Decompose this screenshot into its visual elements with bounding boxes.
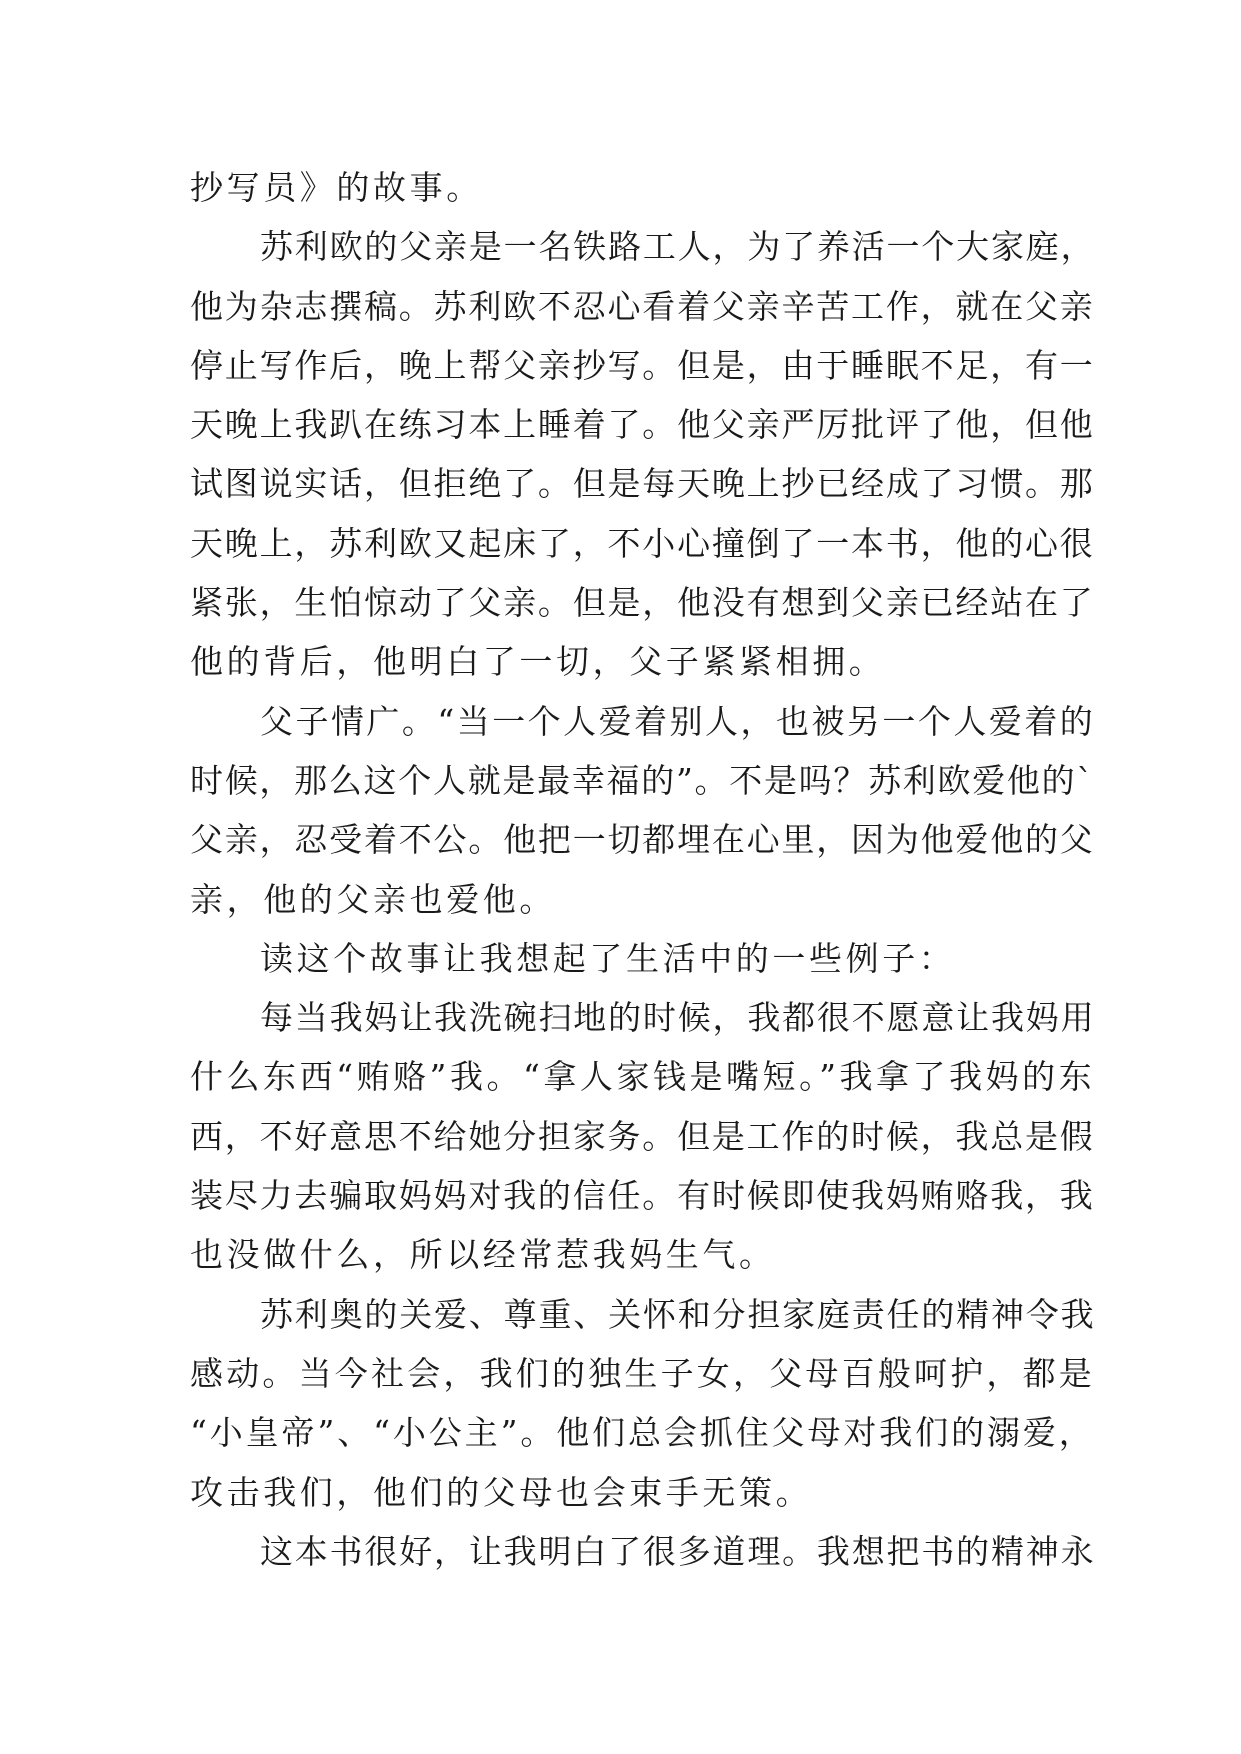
text-line: 天晚上我趴在练习本上睡着了。他父亲严厉批评了他，但他	[190, 405, 1095, 445]
text-line: 亲，他的父亲也爱他。	[190, 879, 556, 919]
text-line: 也没做什么，所以经常惹我妈生气。	[190, 1235, 776, 1275]
text-line: 天晚上，苏利欧又起床了，不小心撞倒了一本书，他的心很	[190, 523, 1095, 563]
text-line: 抄写员》的故事。	[190, 168, 483, 207]
text-line: 这本书很好，让我明白了很多道理。我想把书的精神永	[260, 1531, 1096, 1571]
text-line: 他为杂志撰稿。苏利欧不忍心看着父亲辛苦工作，就在父亲	[190, 286, 1095, 326]
text-line: 西，不好意思不给她分担家务。但是工作的时候，我总是假	[190, 1116, 1095, 1156]
text-line: 苏利欧的父亲是一名铁路工人，为了养活一个大家庭，	[260, 227, 1096, 267]
text-line: 父子情广。“当一个人爱着别人，也被另一个人爱着的	[260, 701, 1096, 741]
text-line: 父亲，忍受着不公。他把一切都埋在心里，因为他爱他的父	[190, 820, 1095, 860]
text-line: 他的背后，他明白了一切，父子紧紧相拥。	[190, 642, 886, 682]
text-line: 苏利奥的关爱、尊重、关怀和分担家庭责任的精神令我	[260, 1294, 1096, 1334]
text-line: 停止写作后，晚上帮父亲抄写。但是，由于睡眠不足，有一	[190, 345, 1095, 385]
text-line: 试图说实话，但拒绝了。但是每天晚上抄已经成了习惯。那	[190, 464, 1095, 504]
text-line: 攻击我们，他们的父母也会束手无策。	[190, 1472, 813, 1512]
text-line: 紧张，生怕惊动了父亲。但是，他没有想到父亲已经站在了	[190, 583, 1095, 623]
text-line: 装尽力去骗取妈妈对我的信任。有时候即使我妈贿赂我，我	[190, 1176, 1095, 1216]
text-line: 每当我妈让我洗碗扫地的时候，我都很不愿意让我妈用	[260, 998, 1096, 1038]
text-line: 读这个故事让我想起了生活中的一些例子：	[260, 938, 956, 978]
text-line: 时候，那么这个人就是最幸福的”。不是吗？苏利欧爱他的`	[190, 760, 1095, 800]
text-line: 感动。当今社会，我们的独生子女，父母百般呵护，都是	[190, 1353, 1095, 1393]
text-line: 什么东西“贿赂”我。“拿人家钱是嘴短。”我拿了我妈的东	[190, 1057, 1096, 1097]
body-text	[190, 158, 1096, 1581]
text-line: “小皇帝”、“小公主”。他们总会抓住父母对我们的溺爱，	[190, 1413, 1095, 1453]
